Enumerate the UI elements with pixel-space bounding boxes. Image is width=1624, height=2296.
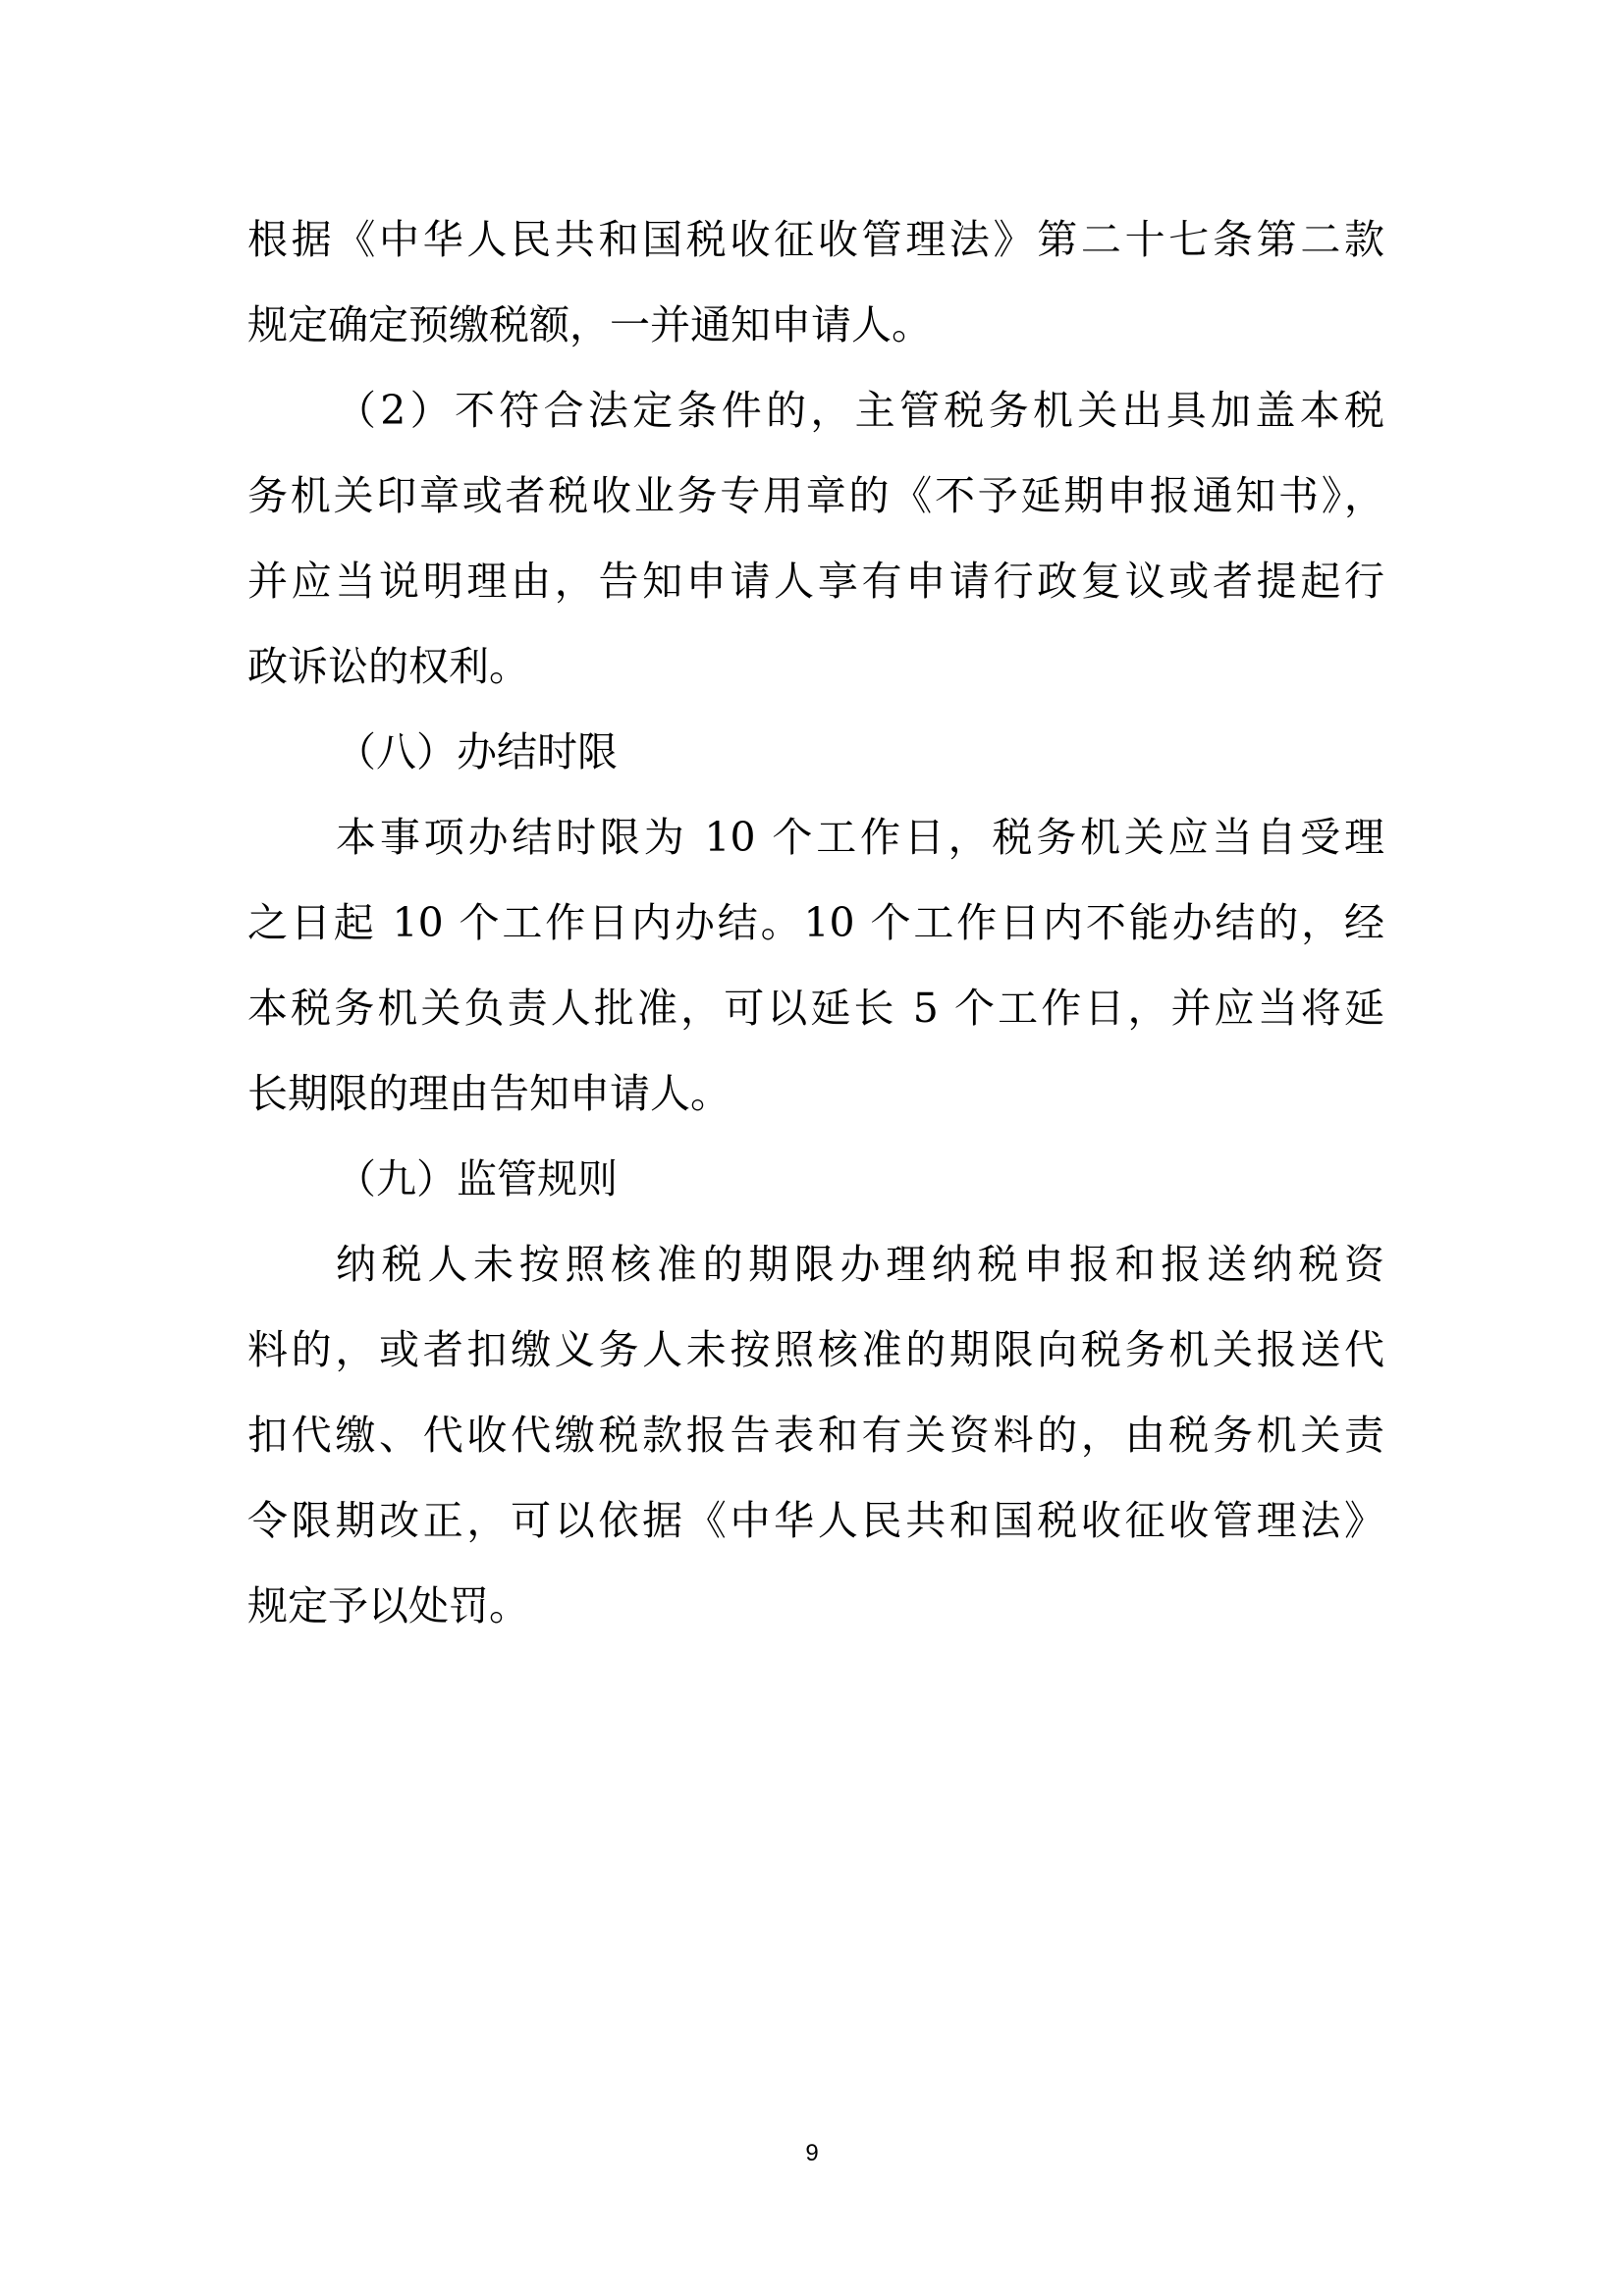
text-line: 本税务机关负责人批准，可以延长 5 个工作日，并应当将延	[247, 985, 1384, 1032]
text-line: （九）监管规则	[336, 1155, 618, 1202]
text-line: 本事项办结时限为 10 个工作日，税务机关应当自受理	[336, 814, 1384, 861]
text-line: 政诉讼的权利。	[247, 643, 529, 690]
document-body	[247, 197, 1384, 1649]
text-line: 令限期改正，可以依据《中华人民共和国税收征收管理法》	[247, 1497, 1384, 1544]
text-line: （八）办结时限	[336, 728, 618, 775]
text-line: 之日起 10 个工作日内办结。10 个工作日内不能办结的，经	[247, 899, 1384, 946]
text-line: （2）不符合法定条件的，主管税务机关出具加盖本税	[336, 387, 1384, 434]
text-line: 扣代缴、代收代缴税款报告表和有关资料的，由税务机关责	[247, 1412, 1384, 1459]
text-line: 规定确定预缴税额，一并通知申请人。	[247, 301, 932, 348]
page-number: 9	[805, 2140, 819, 2166]
text-line: 长期限的理由告知申请人。	[247, 1070, 731, 1117]
text-line: 并应当说明理由，告知申请人享有申请行政复议或者提起行	[247, 558, 1384, 605]
text-line: 规定予以处罚。	[247, 1582, 529, 1629]
text-line: 根据《中华人民共和国税收征收管理法》第二十七条第二款	[247, 216, 1384, 263]
text-line: 务机关印章或者税收业务专用章的《不予延期申报通知书》，	[247, 472, 1384, 519]
text-line: 纳税人未按照核准的期限办理纳税申报和报送纳税资	[336, 1241, 1384, 1288]
text-line: 料的，或者扣缴义务人未按照核准的期限向税务机关报送代	[247, 1326, 1384, 1373]
